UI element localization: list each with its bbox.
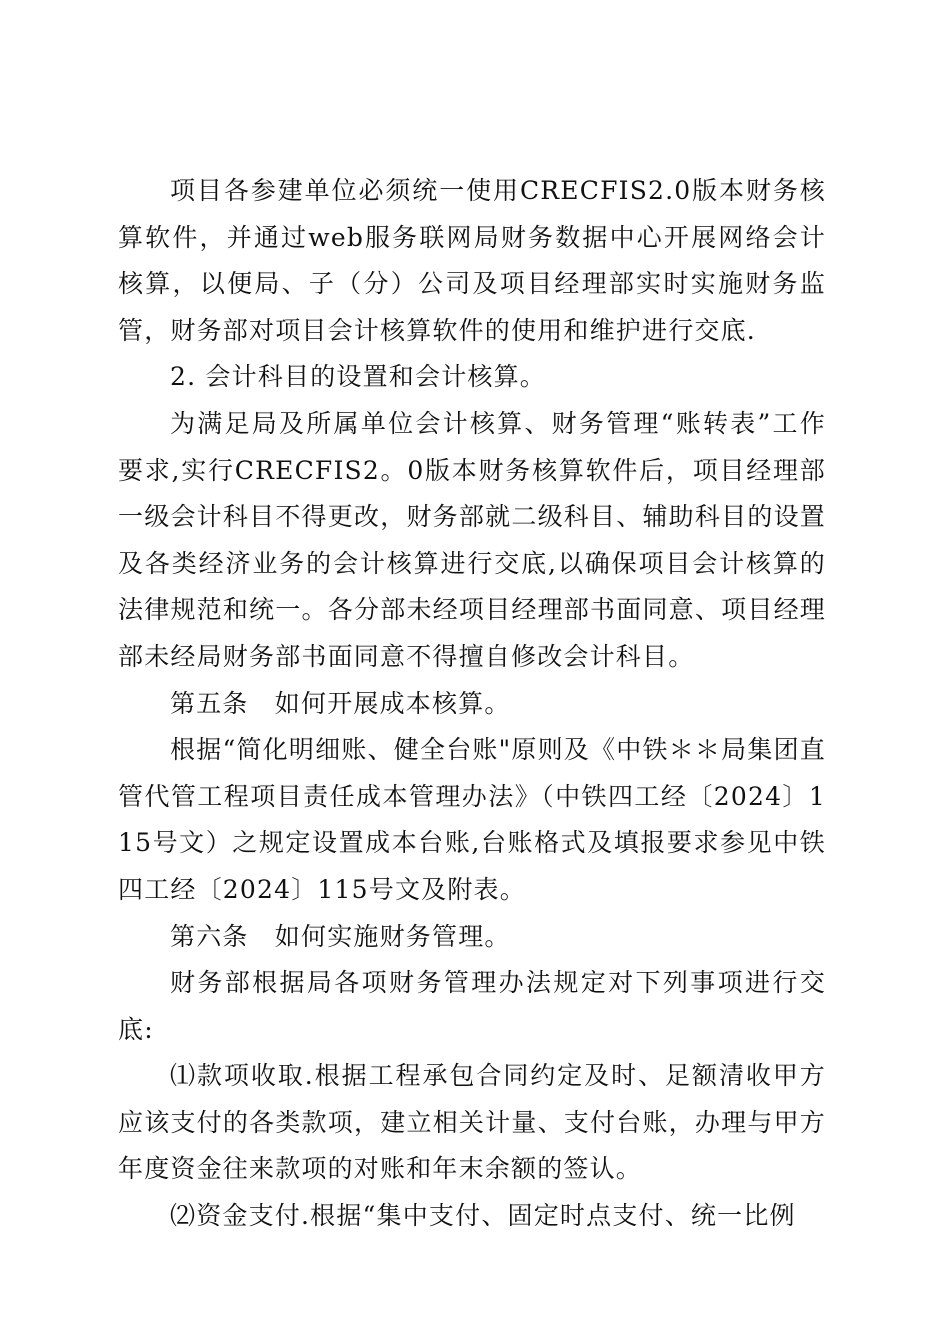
paragraph-software: 项目各参建单位必须统一使用CRECFIS2.0版本财务核算软件，并通过web服务联网局财务数据中心开展网络会计核算，以便局、子（分）公司及项目经理部实时实施财务监管，财务部对项目会计核算软件的使用和维护进行交底. (118, 176, 826, 345)
article-five-heading: 第五条 如何开展成本核算。 (170, 688, 511, 718)
paragraph-cost-accounting: 根据“简化明细账、健全台账"原则及《中铁＊＊局集团直管代管工程项目责任成本管理办法》（中铁四工经〔2024〕115号文）之规定设置成本台账,台账格式及填报要求参见中铁四工经〔2024〕115号文及附表。 (118, 735, 826, 904)
paragraph-financial-management: 财务部根据局各项财务管理办法规定对下列事项进行交底: (118, 968, 826, 1044)
section-heading-accounts: 2. 会计科目的设置和会计核算。 (170, 362, 547, 392)
list-item-payment: ⑵资金支付.根据“集中支付、固定时点支付、统一比例 (170, 1201, 796, 1231)
list-item-collection: ⑴款项收取.根据工程承包合同约定及时、足额清收甲方应该支付的各类款项，建立相关计量、支付台账，办理与甲方年度资金往来款项的对账和年末余额的签认。 (118, 1061, 826, 1184)
document-body (118, 168, 826, 1240)
paragraph-accounts: 为满足局及所属单位会计核算、财务管理“账转表”工作要求,实行CRECFIS2。0版本财务核算软件后，项目经理部一级会计科目不得更改，财务部就二级科目、辅助科目的设置及各类经济业务的会计核算进行交底,以确保项目会计核算的法律规范和统一。各分部未经项目经理部书面同意、项目经理部未经局财务部书面同意不得擅自修改会计科目。 (118, 408, 826, 671)
article-six-heading: 第六条 如何实施财务管理。 (170, 921, 511, 951)
